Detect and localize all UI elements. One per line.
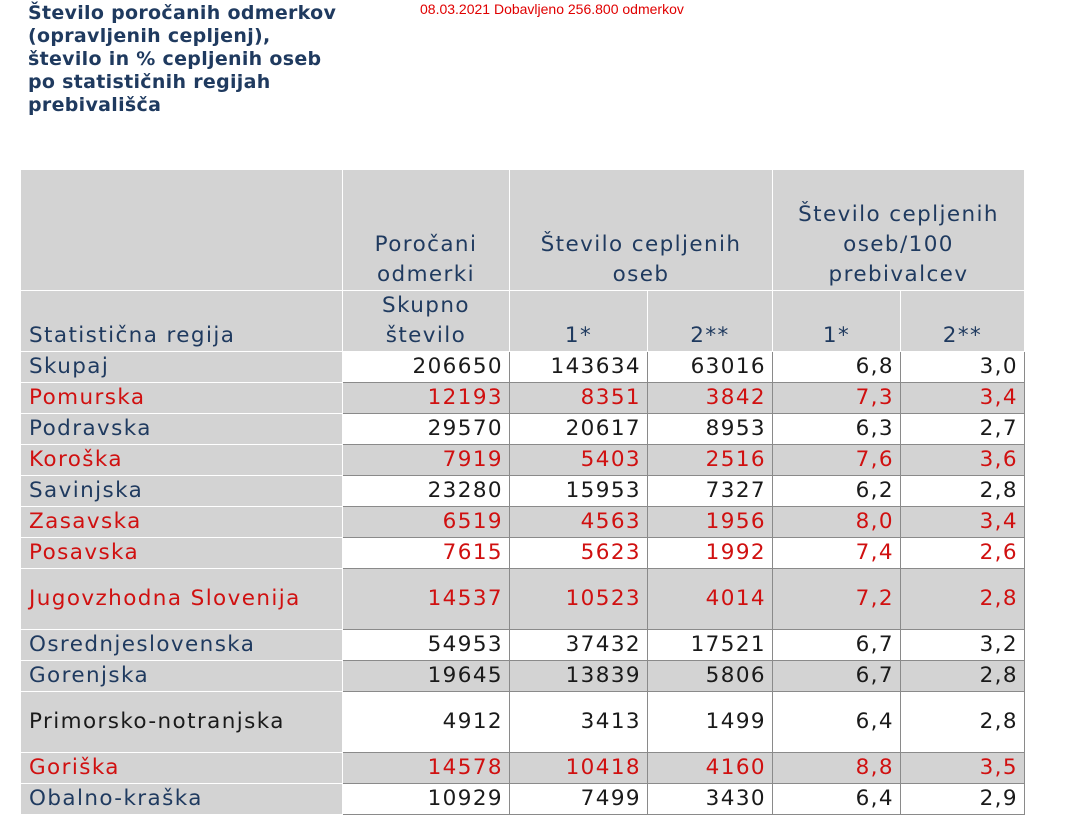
- first-dose-per100: 6,7: [773, 630, 901, 661]
- region-name: Osrednjeslovenska: [21, 630, 343, 661]
- table-row: [21, 630, 1025, 661]
- total-doses: 206650: [343, 352, 510, 383]
- second-dose-per100: 2,8: [901, 661, 1025, 692]
- total-doses: 54953: [343, 630, 510, 661]
- first-dose: 4563: [510, 507, 648, 538]
- table-row: [21, 538, 1025, 569]
- second-dose: 1956: [648, 507, 773, 538]
- table-row: [21, 692, 1025, 753]
- first-dose: 10418: [510, 753, 648, 784]
- table-row: [21, 414, 1025, 445]
- total-doses: 29570: [343, 414, 510, 445]
- region-name: Savinjska: [21, 476, 343, 507]
- second-dose: 4160: [648, 753, 773, 784]
- second-dose-per100: 3,6: [901, 445, 1025, 476]
- header-total-count: Skupno število: [343, 291, 510, 352]
- second-dose: 4014: [648, 569, 773, 630]
- second-dose: 1992: [648, 538, 773, 569]
- second-dose-per100: 2,6: [901, 538, 1025, 569]
- second-dose: 63016: [648, 352, 773, 383]
- delivery-note: 08.03.2021 Dobavljeno 256.800 odmerkov: [420, 1, 684, 17]
- second-dose: 3430: [648, 784, 773, 815]
- table-row: [21, 569, 1025, 630]
- second-dose-per100: 3,2: [901, 630, 1025, 661]
- region-name: Jugovzhodna Slovenija: [21, 569, 343, 630]
- first-dose-per100: 6,8: [773, 352, 901, 383]
- second-dose-per100: 2,9: [901, 784, 1025, 815]
- second-dose-per100: 2,7: [901, 414, 1025, 445]
- first-dose: 13839: [510, 661, 648, 692]
- first-dose-per100: 6,4: [773, 692, 901, 753]
- first-dose: 10523: [510, 569, 648, 630]
- first-dose: 8351: [510, 383, 648, 414]
- total-doses: 14537: [343, 569, 510, 630]
- second-dose-per100: 2,8: [901, 569, 1025, 630]
- first-dose-per100: 7,3: [773, 383, 901, 414]
- first-dose-per100: 8,8: [773, 753, 901, 784]
- second-dose: 8953: [648, 414, 773, 445]
- second-dose: 2516: [648, 445, 773, 476]
- first-dose: 143634: [510, 352, 648, 383]
- header-blank-cell: [21, 170, 343, 291]
- total-doses: 7615: [343, 538, 510, 569]
- total-doses: 10929: [343, 784, 510, 815]
- page-title: Število poročanih odmerkov (opravljenih cepljenj), število in % cepljenih oseb po statističnih regijah prebivališča: [28, 2, 337, 116]
- first-dose: 7499: [510, 784, 648, 815]
- header-first-dose: 1*: [510, 291, 648, 352]
- second-dose: 17521: [648, 630, 773, 661]
- first-dose-per100: 6,3: [773, 414, 901, 445]
- header-second-dose-per100: 2**: [901, 291, 1025, 352]
- table-row: [21, 661, 1025, 692]
- total-doses: 7919: [343, 445, 510, 476]
- region-name: Zasavska: [21, 507, 343, 538]
- vaccination-table: [20, 169, 1025, 815]
- first-dose: 3413: [510, 692, 648, 753]
- region-name: Skupaj: [21, 352, 343, 383]
- table-row: [21, 784, 1025, 815]
- first-dose-per100: 7,6: [773, 445, 901, 476]
- first-dose-per100: 7,4: [773, 538, 901, 569]
- total-doses: 14578: [343, 753, 510, 784]
- second-dose-per100: 2,8: [901, 692, 1025, 753]
- first-dose: 37432: [510, 630, 648, 661]
- header-row-sub: [21, 291, 1025, 352]
- second-dose: 1499: [648, 692, 773, 753]
- first-dose: 5623: [510, 538, 648, 569]
- second-dose-per100: 3,5: [901, 753, 1025, 784]
- total-doses: 6519: [343, 507, 510, 538]
- region-name: Koroška: [21, 445, 343, 476]
- region-name: Goriška: [21, 753, 343, 784]
- first-dose-per100: 8,0: [773, 507, 901, 538]
- total-doses: 4912: [343, 692, 510, 753]
- first-dose-per100: 6,7: [773, 661, 901, 692]
- second-dose: 3842: [648, 383, 773, 414]
- second-dose: 5806: [648, 661, 773, 692]
- total-doses: 12193: [343, 383, 510, 414]
- region-name: Podravska: [21, 414, 343, 445]
- region-name: Posavska: [21, 538, 343, 569]
- region-name: Primorsko-notranjska: [21, 692, 343, 753]
- first-dose-per100: 6,4: [773, 784, 901, 815]
- header-row-top: [21, 170, 1025, 291]
- first-dose: 20617: [510, 414, 648, 445]
- region-name: Obalno-kraška: [21, 784, 343, 815]
- first-dose-per100: 6,2: [773, 476, 901, 507]
- header-first-dose-per100: 1*: [773, 291, 901, 352]
- second-dose-per100: 3,4: [901, 383, 1025, 414]
- total-doses: 19645: [343, 661, 510, 692]
- header-vaccinated-persons: Število cepljenih oseb: [510, 170, 773, 291]
- second-dose-per100: 2,8: [901, 476, 1025, 507]
- second-dose-per100: 3,0: [901, 352, 1025, 383]
- second-dose: 7327: [648, 476, 773, 507]
- region-name: Gorenjska: [21, 661, 343, 692]
- header-region: Statistična regija: [21, 291, 343, 352]
- table-row: [21, 753, 1025, 784]
- table-row: [21, 507, 1025, 538]
- table-row: [21, 445, 1025, 476]
- table-row: [21, 383, 1025, 414]
- table-row: [21, 352, 1025, 383]
- first-dose: 5403: [510, 445, 648, 476]
- table-row: [21, 476, 1025, 507]
- header-reported-doses: Poročani odmerki: [343, 170, 510, 291]
- second-dose-per100: 3,4: [901, 507, 1025, 538]
- region-name: Pomurska: [21, 383, 343, 414]
- header-per-100-inhabitants: Število cepljenih oseb/100 prebivalcev: [773, 170, 1025, 291]
- first-dose: 15953: [510, 476, 648, 507]
- total-doses: 23280: [343, 476, 510, 507]
- header-second-dose: 2**: [648, 291, 773, 352]
- first-dose-per100: 7,2: [773, 569, 901, 630]
